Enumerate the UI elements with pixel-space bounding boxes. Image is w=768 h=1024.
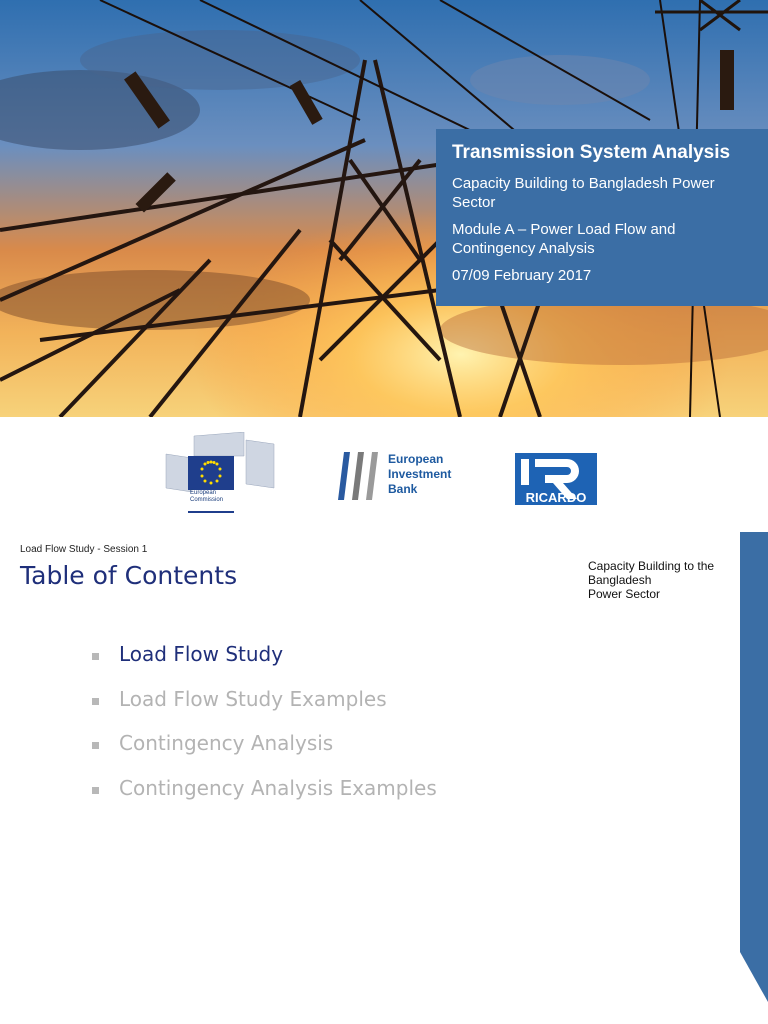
ricardo-logo-text: RICARDO bbox=[525, 490, 587, 505]
side-accent-bar bbox=[740, 532, 768, 1002]
toc-item-load-flow-study[interactable] bbox=[92, 642, 437, 687]
session-label: Load Flow Study - Session 1 bbox=[20, 544, 148, 555]
page-title: Table of Contents bbox=[20, 561, 238, 590]
toc-item-label: Load Flow Study bbox=[119, 642, 284, 666]
toc-list bbox=[92, 642, 437, 820]
eib-logo-text bbox=[388, 452, 451, 497]
toc-item-contingency-analysis[interactable] bbox=[92, 731, 437, 776]
eib-line2: Investment bbox=[388, 467, 452, 481]
toc-item-load-flow-examples[interactable] bbox=[92, 687, 437, 732]
ec-logo-text bbox=[190, 490, 223, 504]
toc-item-contingency-examples[interactable] bbox=[92, 776, 437, 821]
bullet-icon bbox=[92, 653, 99, 660]
ec-text-line2: Commission bbox=[190, 497, 224, 503]
bullet-icon bbox=[92, 787, 99, 794]
cover-subtitle: Capacity Building to Bangladesh Power Sector bbox=[452, 175, 715, 211]
eib-line1: European bbox=[388, 452, 444, 466]
bullet-icon bbox=[92, 742, 99, 749]
toc-item-label: Load Flow Study Examples bbox=[119, 686, 387, 711]
eib-line3: Bank bbox=[388, 482, 418, 496]
toc-item-label: Contingency Analysis bbox=[119, 731, 334, 755]
toc-item-label: Contingency Analysis Examples bbox=[119, 775, 437, 800]
cover-date: 07/09 February 2017 bbox=[452, 267, 592, 284]
caption-line1: Capacity Building to the bbox=[588, 559, 715, 573]
ec-text-line1: European bbox=[190, 490, 217, 496]
bullet-icon bbox=[92, 698, 99, 705]
cover-title-box bbox=[436, 129, 768, 306]
cover-slide bbox=[0, 0, 768, 417]
cover-module: Module A – Power Load Flow and Contingency Analysis bbox=[452, 221, 676, 257]
caption-line2: Bangladesh bbox=[588, 573, 652, 587]
ricardo-logo bbox=[515, 453, 597, 505]
caption-line3: Power Sector bbox=[588, 587, 661, 601]
cover-title: Transmission System Analysis bbox=[452, 142, 731, 163]
side-caption bbox=[588, 559, 728, 601]
